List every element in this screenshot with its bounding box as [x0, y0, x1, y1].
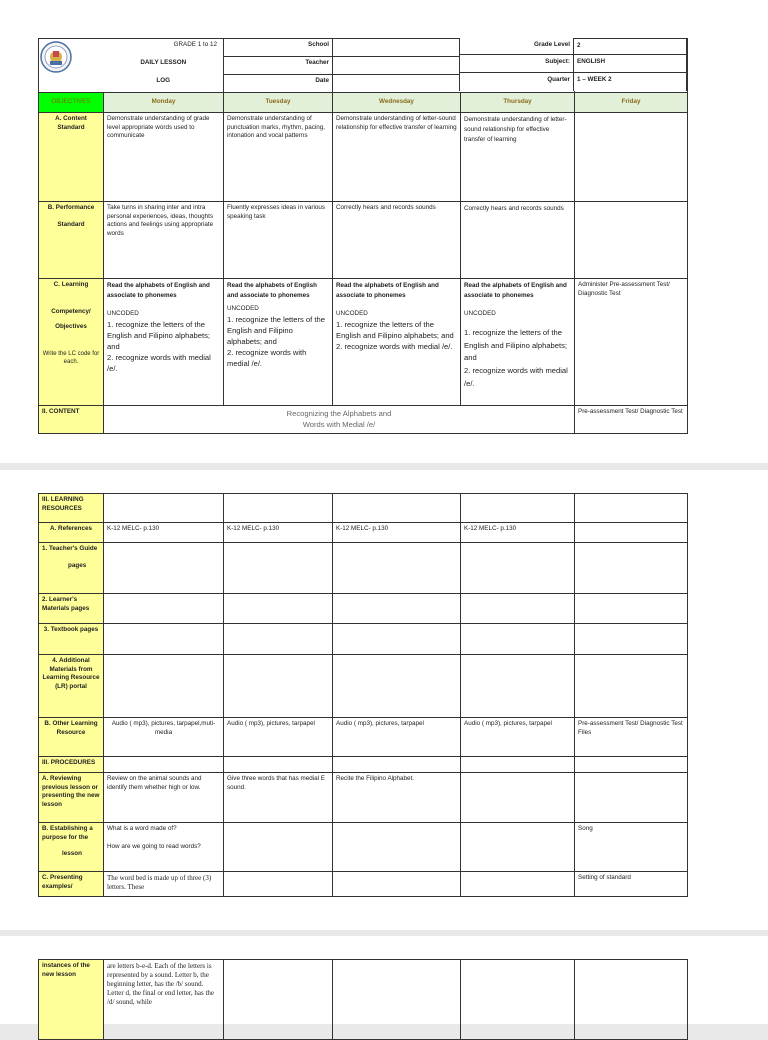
teachers-guide-label: 1. Teacher's Guide pages: [39, 543, 104, 594]
day-wednesday: Wednesday: [333, 93, 461, 113]
performance-standard-label: B. Performance Standard: [39, 202, 104, 279]
tb-monday: [104, 624, 224, 655]
additional-materials-label: 4. Additional Materials from Learning Resource (LR) portal: [39, 655, 104, 718]
references-wednesday: K-12 MELC- p.130: [333, 523, 461, 543]
references-friday: [575, 523, 688, 543]
content-standard-tuesday: Demonstrate understanding of punctuation marks, rhythm, pacing, intonation and vocal patterns: [224, 113, 333, 202]
instances-monday: are letters b-e-d. Each of the letters is represented by a sound. Letter b, the beginning letter, has the /b/ sound. Letter d, the final or end letter, has the /d/ sound, while: [104, 960, 224, 1040]
instances-thursday: [461, 960, 575, 1040]
other-friday: Pre-assessment Test/ Diagnostic Test Files: [575, 718, 688, 757]
purpose-thursday: [461, 823, 575, 872]
day-tuesday: Tuesday: [224, 93, 333, 113]
lesson-log-table-2: [38, 493, 688, 897]
learners-materials-label: 2. Learner's Materials pages: [39, 594, 104, 624]
content-standard-monday: Demonstrate understanding of grade level appropriate words used to communicate: [104, 113, 224, 202]
objectives-header: OBJECTIVES: [39, 93, 104, 113]
lm-wednesday: [333, 594, 461, 624]
subject-label: Subject:: [459, 55, 573, 73]
textbook-pages-label: 3. Textbook pages: [39, 624, 104, 655]
review-monday: Review on the animal sounds and identify them whether high or low.: [104, 773, 224, 823]
learning-competency-tuesday: Read the alphabets of English and associate to phonemes UNCODED 1. recognize the letters of the English and Filipino alphabets; and 2. recognize words with medial /e/.: [224, 279, 333, 406]
tg-tuesday: [224, 543, 333, 594]
learning-competency-thursday: Read the alphabets of English and associate to phonemes UNCODED 1. recognize the letters of the English and Filipino alphabets; and 2. recognize words with medial /e/.: [461, 279, 575, 406]
teacher-label: Teacher: [224, 57, 333, 75]
content-standard-label: A. Content Standard: [39, 113, 104, 202]
lm-thursday: [461, 594, 575, 624]
quarter-label: Quarter: [459, 73, 573, 91]
present-thursday: [461, 872, 575, 897]
review-wednesday: Recite the Filipino Alphabet.: [333, 773, 461, 823]
lr-thursday: [461, 494, 575, 523]
quarter-value: 1 – WEEK 2: [573, 73, 687, 91]
content-friday: Pre-assessment Test/ Diagnostic Test: [575, 406, 688, 434]
add-monday: [104, 655, 224, 718]
lm-friday: [575, 594, 688, 624]
page-3: [0, 936, 768, 1024]
grade-level-value: 2: [573, 38, 687, 55]
content-standard-thursday: Demonstrate understanding of letter-sound relationship for effective transfer of learning: [461, 113, 575, 202]
lesson-log-table-1: [38, 38, 688, 434]
school-label: School: [224, 39, 333, 57]
content-label: II. CONTENT: [39, 406, 104, 434]
proc-thursday: [461, 757, 575, 773]
other-monday: Audio ( mp3), pictures, tarpapel,muti-media: [104, 718, 224, 757]
review-tuesday: Give three words that has medial E sound.: [224, 773, 333, 823]
logo-cell: [39, 39, 104, 93]
purpose-tuesday: [224, 823, 333, 872]
day-thursday: Thursday: [461, 93, 575, 113]
add-friday: [575, 655, 688, 718]
instances-label: instances of the new lesson: [39, 960, 104, 1040]
tg-wednesday: [333, 543, 461, 594]
instances-friday: [575, 960, 688, 1040]
proc-friday: [575, 757, 688, 773]
learning-competency-monday: Read the alphabets of English and associate to phonemes UNCODED 1. recognize the letters of the English and Filipino alphabets; and 2. recognize words with medial /e/.: [104, 279, 224, 406]
tb-friday: [575, 624, 688, 655]
learning-competency-wednesday: Read the alphabets of English and associate to phonemes UNCODED 1. recognize the letters of the English and Filipino alphabets; and 2. recognize words with medial /e/.: [333, 279, 461, 406]
proc-tuesday: [224, 757, 333, 773]
header-right-values: [459, 38, 687, 91]
present-tuesday: [224, 872, 333, 897]
other-tuesday: Audio ( mp3), pictures, tarpapel: [224, 718, 333, 757]
page-1: [0, 0, 768, 463]
day-monday: Monday: [104, 93, 224, 113]
instances-wednesday: [333, 960, 461, 1040]
page-2: [0, 470, 768, 930]
present-monday: The word bed is made up of three (3) letters. These: [104, 872, 224, 897]
other-resources-label: B. Other Learning Resource: [39, 718, 104, 757]
purpose-monday: What is a word made of? How are we going to read words?: [104, 823, 224, 872]
presenting-examples-label: C. Presenting examples/: [39, 872, 104, 897]
tg-friday: [575, 543, 688, 594]
add-wednesday: [333, 655, 461, 718]
lr-friday: [575, 494, 688, 523]
references-monday: K-12 MELC- p.130: [104, 523, 224, 543]
tb-thursday: [461, 624, 575, 655]
present-wednesday: [333, 872, 461, 897]
instances-tuesday: [224, 960, 333, 1040]
learning-competency-label: C. Learning Competency/ Objectives Write the LC code for each.: [39, 279, 104, 406]
tg-monday: [104, 543, 224, 594]
review-thursday: [461, 773, 575, 823]
performance-standard-tuesday: Fluently expresses ideas in various speaking task: [224, 202, 333, 279]
performance-standard-wednesday: Correctly hears and records sounds: [333, 202, 461, 279]
content-text: Recognizing the Alphabets and Words with Medial /e/: [104, 406, 575, 434]
review-friday: [575, 773, 688, 823]
subject-value: ENGLISH: [573, 55, 687, 73]
lm-monday: [104, 594, 224, 624]
learning-competency-friday: Administer Pre-assessment Test/ Diagnostic Test: [575, 279, 688, 406]
reviewing-label: A. Reviewing previous lesson or presenting the new lesson: [39, 773, 104, 823]
references-tuesday: K-12 MELC- p.130: [224, 523, 333, 543]
grade-range: GRADE 1 to 12: [104, 39, 224, 57]
lr-monday: [104, 494, 224, 523]
present-friday: Setting of standard: [575, 872, 688, 897]
content-standard-friday: [575, 113, 688, 202]
other-wednesday: Audio ( mp3), pictures, tarpapel: [333, 718, 461, 757]
tg-thursday: [461, 543, 575, 594]
proc-monday: [104, 757, 224, 773]
procedures-label: III. PROCEDURES: [39, 757, 104, 773]
performance-standard-thursday: Correctly hears and records sounds: [461, 202, 575, 279]
add-thursday: [461, 655, 575, 718]
references-label: A. References: [39, 523, 104, 543]
lesson-log-table-3: [38, 959, 688, 1040]
proc-wednesday: [333, 757, 461, 773]
content-standard-wednesday: Demonstrate understanding of letter-sound relationship for effective transfer of learning: [333, 113, 461, 202]
tb-wednesday: [333, 624, 461, 655]
learning-resources-label: III. LEARNING RESOURCES: [39, 494, 104, 523]
lr-wednesday: [333, 494, 461, 523]
purpose-wednesday: [333, 823, 461, 872]
date-label: Date: [224, 75, 333, 93]
establishing-purpose-label: B. Establishing a purpose for the lesson: [39, 823, 104, 872]
lm-tuesday: [224, 594, 333, 624]
other-thursday: Audio ( mp3), pictures, tarpapel: [461, 718, 575, 757]
lr-tuesday: [224, 494, 333, 523]
add-tuesday: [224, 655, 333, 718]
tb-tuesday: [224, 624, 333, 655]
dll-title-1: DAILY LESSON: [140, 58, 187, 66]
performance-standard-monday: Take turns in sharing inter and intra personal experiences, ideas, thoughts actions and feelings using appropriate words: [104, 202, 224, 279]
dll-title-2: LOG: [156, 76, 171, 84]
references-thursday: K-12 MELC- p.130: [461, 523, 575, 543]
grade-level-label: Grade Level: [459, 38, 573, 55]
purpose-friday: Song: [575, 823, 688, 872]
performance-standard-friday: [575, 202, 688, 279]
day-friday: Friday: [575, 93, 688, 113]
